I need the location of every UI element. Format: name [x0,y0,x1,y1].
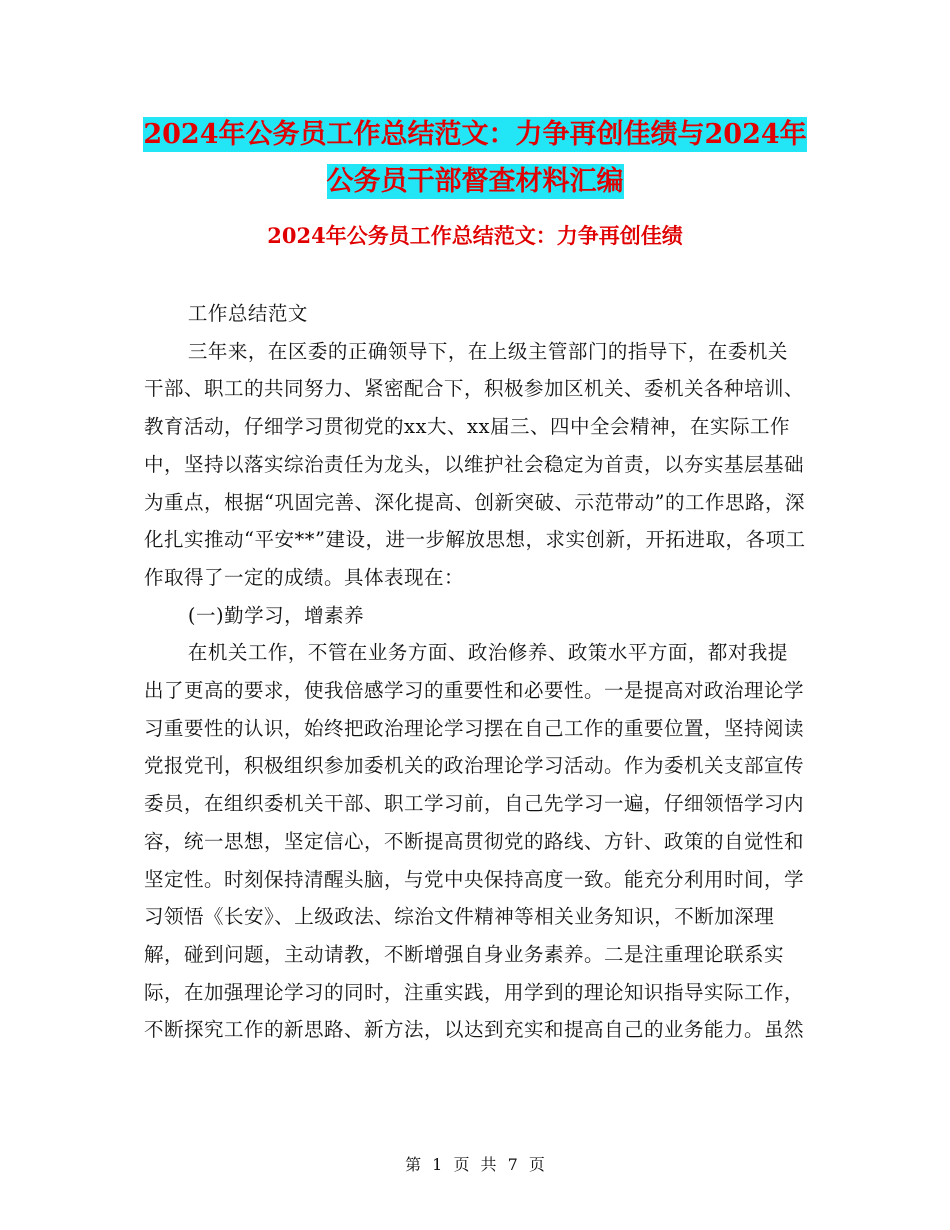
body-text [144,295,806,1049]
title-line-1: 2024年公务员工作总结范文：力争再创佳绩与2024年 [143,119,807,150]
paragraph-heading: 工作总结范文 [187,302,308,325]
document-title [0,111,950,205]
paragraph-section-heading: (一)勤学习，增素养 [187,603,365,627]
paragraph: 三年来，在区委的正确领导下，在上级主管部门的指导下，在委机关干部、职工的共同努力、紧密配合下，积极参加区机关、委机关各种培训、教育活动，仔细学习贯彻党的xx大、xx届三、四中全会精神，在实际工作中，坚持以落实综治责任为龙头，以维护社会稳定为首责，以夯实基层基础为重点，根据“巩固完善、深化提高、创新突破、示范带动”的工作思路，深化扎实推动“平安**”建设，进一步解放思想，求实创新，开拓进取，各项工作取得了一定的成绩。具体表现在： [144,339,806,589]
section-title: 2024年公务员工作总结范文：力争再创佳绩 [267,223,683,248]
page-footer: 第 1 页 共 7 页 [405,1155,545,1174]
title-line-2: 公务员干部督查材料汇编 [326,166,624,197]
paragraph: 在机关工作，不管在业务方面、政治修养、政策水平方面，都对我提出了更高的要求，使我倍感学习的重要性和必要性。一是提高对政治理论学习重要性的认识，始终把政治理论学习摆在自己工作的重要位置，坚持阅读党报党刊，积极组织参加委机关的政治理论学习活动。作为委机关支部宣传委员，在组织委机关干部、职工学习前，自己先学习一遍，仔细领悟学习内容，统一思想，坚定信心，不断提高贯彻党的路线、方针、政策的自觉性和坚定性。时刻保持清醒头脑，与党中央保持高度一致。能充分利用时间，学习领悟《长安》、上级政法、综治文件精神等相关业务知识，不断加深理解，碰到问题，主动请教，不断增强自身业务素养。二是注重理论联系实际，在加强理论学习的同时，注重实践，用学到的理论知识指导实际工作，不断探究工作的新思路、新方法，以达到充实和提高自己的业务能力。虽然 [144,641,805,1042]
